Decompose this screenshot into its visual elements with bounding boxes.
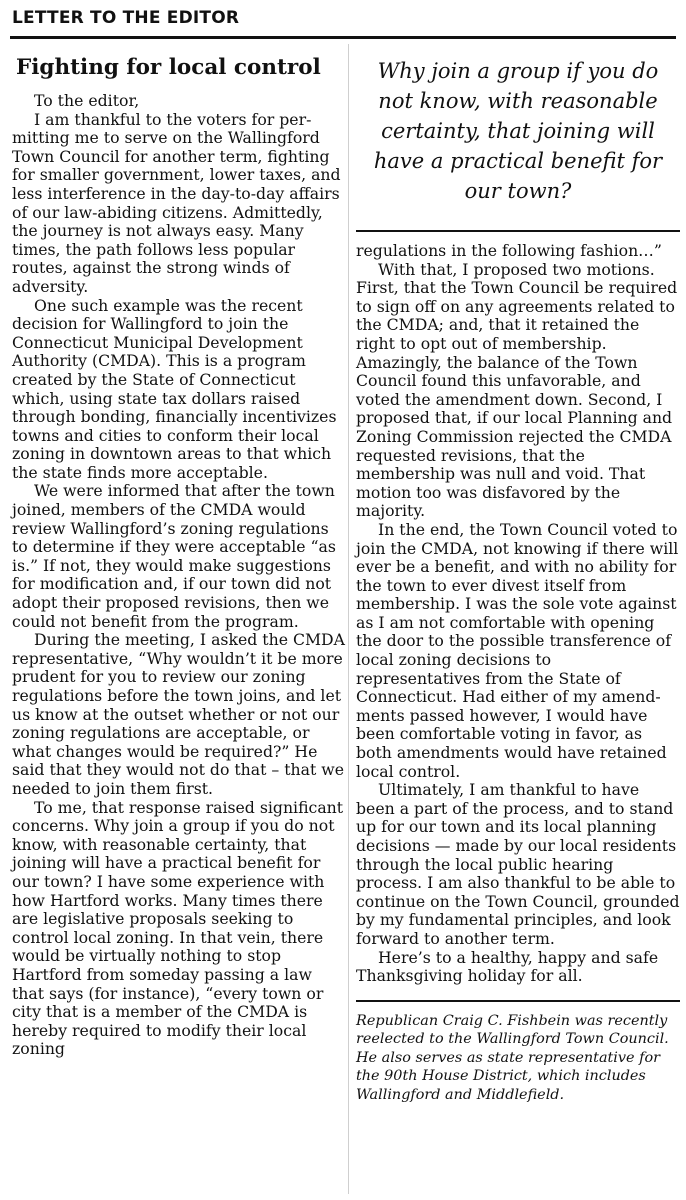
right-column-body bbox=[356, 242, 680, 986]
bio-rule bbox=[356, 1000, 680, 1002]
left-column bbox=[12, 46, 345, 1059]
column-divider bbox=[348, 44, 349, 1194]
body-paragraph: To me, that response raised significant concerns. Why join a group if you do not know, with reasonable certainty, that joining will have a practical benefit for our town? I have some experience with how Hartford works. Many times there are legislative proposals seeking to control local zoning. In that vein, there would be virtually nothing to stop Hartford from someday passing a law that says (for instance), “every town or city that is a member of the CMDA is hereby required to modify their local zoning bbox=[12, 797, 344, 1059]
body-paragraph: One such example was the recent decision for Wallingford to join the Connecticut Municipal Development Authority (CMDA). This is a program created by the State of Connecticut which, using state tax dollars raised through bonding, financially incentivizes towns and cities to conform their local zoning in downtown areas to that which the state finds more acceptable. bbox=[12, 295, 337, 482]
left-column-body bbox=[12, 92, 345, 1059]
headline: Fighting for local control bbox=[16, 55, 321, 80]
author-bio: Republican Craig C. Fishbein was recently reelected to the Wallingford Town Council. He also serves as state representative for the 90th House District, which includes Wallingford and Middlefield. bbox=[356, 1012, 669, 1103]
body-paragraph: During the meeting, I asked the CMDA representative, “Why wouldn’t it be more prudent for you to review our zoning regulations before the town joins, and let us know at the outset whether or not our zoning regulations are acceptable, or what changes would be required?” He said that they would not do that – that we needed to join them first. bbox=[12, 630, 345, 798]
section-label: LETTER TO THE EDITOR bbox=[12, 8, 240, 28]
section-rule bbox=[10, 36, 676, 39]
right-column bbox=[356, 46, 680, 1104]
pull-quote-rule bbox=[356, 230, 680, 232]
body-paragraph: We were informed that after the town joined, members of the CMDA would review Wallingford’s zoning regulations to determine if they were acceptable “as is.” If not, they would make suggestions for modification and, if our town did not adopt their proposed revisions, then we could not benefit from the program. bbox=[12, 481, 336, 631]
body-paragraph: Here’s to a healthy, happy and safe Thanksgiving holiday for all. bbox=[356, 947, 659, 986]
salutation: To the editor, bbox=[34, 91, 140, 110]
body-paragraph: I am thankful to the voters for permitting me to serve on the Wallingford Town Council for another term, fighting for smaller government, lower taxes, and less interference in the day-to-day affairs of our law-abiding citizens. Admittedly, the journey is not always easy. Many times, the path follows less popular routes, against the strong winds of adversity. bbox=[12, 109, 341, 296]
pull-quote: Why join a group if you do not know, with reasonable certainty, that joining will have a practical benefit for our town? bbox=[373, 59, 663, 203]
body-paragraph: Ultimately, I am thankful to have been a part of the process, and to stand up for our town and its local planning decisions — made by our local residents through the local public hearing process. I am also thankful to be able to continue on the Town Council, grounded by my fundamental principles, and look forward to another term. bbox=[356, 780, 680, 948]
body-paragraph-continued: regulations in the following fashion…” bbox=[356, 241, 662, 260]
body-paragraph: In the end, the Town Council voted to join the CMDA, not knowing if there will ever be a benefit, and with no ability for the town to ever divest itself from membership. I was the sole vote against as I am not comfortable with opening the door to the possible transference of local zoning decisions to representatives from the State of Connecticut. Had either of my amendments passed however, I would have been comfortable voting in favor, as both amendments would have retained local control. bbox=[356, 519, 679, 781]
body-paragraph: With that, I proposed two motions. First, that the Town Council be required to sign off on any agreements related to the CMDA; and, that it retained the right to opt out of membership. Amazingly, the balance of the Town Council found this unfavorable, and voted the amendment down. Second, I proposed that, if our local Planning and Zoning Commission rejected the CMDA requested revisions, that the membership was null and void. That motion too was disfavored by the majority. bbox=[356, 259, 678, 521]
